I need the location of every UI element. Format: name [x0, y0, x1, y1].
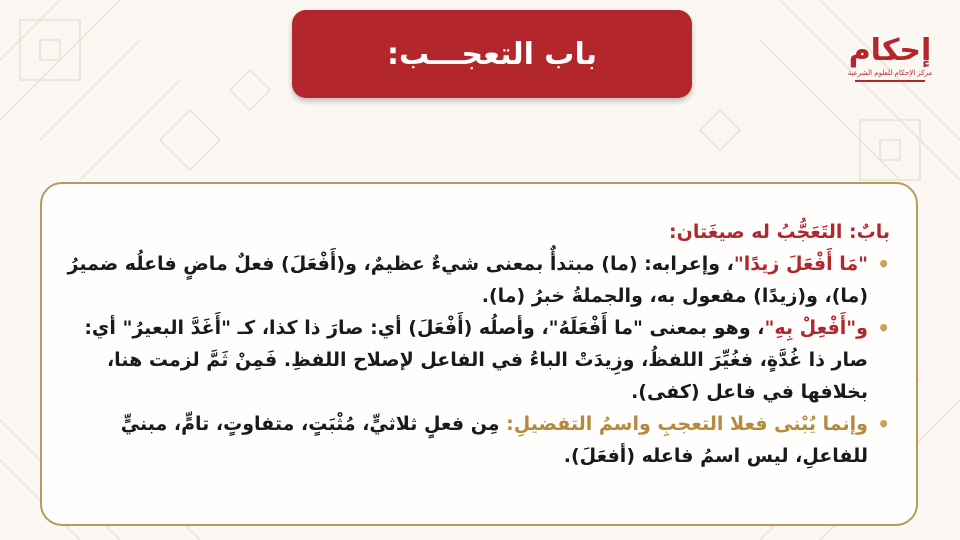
list-item — [60, 248, 868, 312]
section-heading: بابٌ: التَعَجُّبُ له صيغَتان: — [669, 221, 890, 243]
bullet-highlight: "مَا أَفْعَلَ زيدًا" — [733, 253, 868, 275]
logo-name: إحكام — [848, 33, 932, 68]
title-banner — [292, 10, 692, 98]
list-item — [60, 312, 868, 408]
logo — [848, 26, 932, 96]
content-text — [60, 216, 890, 472]
bullet-highlight: و"أَفْعِلْ بِهِ" — [764, 317, 868, 339]
logo-subtitle: مركز الإحكام للعلوم الشرعية — [847, 69, 933, 77]
bullet-text: مِن فعلٍ ثلاثيٍّ، مُثْبَتٍ، متفاوتٍ، تامٍّ، مبنيٍّ للفاعلِ، ليس اسمُ فاعله (أفعَلَ). — [120, 413, 868, 467]
content-panel — [40, 182, 918, 526]
bullet-text: ، وهو بمعنى "ما أَفْعَلَهُ"، وأصلُه (أَفْعَلَ) أي: صارَ ذا كذا، كـ "أَغَدَّ البعيرُ" أي: صار ذا غُدَّةٍ، فغُيِّرَ اللفظُ، وزِيدَتْ الباءُ في الفاعل لإصلاح اللفظِ. فَمِنْ ثَمَّ لزمت هنا، بخلافها في فاعل (كفى). — [84, 317, 868, 403]
logo-divider — [855, 80, 925, 82]
bullet-highlight: وإنما يُبْنى فعلا التعجبِ واسمُ التفضيلِ: — [506, 413, 868, 435]
list-item — [60, 408, 868, 472]
bullet-list — [60, 248, 890, 472]
page-title: باب التعجـــب: — [387, 36, 597, 72]
bullet-text: ، وإعرابه: (ما) مبتدأٌ بمعنى شيءٌ عظيمٌ، و(أَفْعَلَ) فعلٌ ماضٍ فاعلُه ضميرُ (ما)، و(زيدًا) مفعول به، والجملةُ خبرُ (ما). — [67, 253, 868, 307]
